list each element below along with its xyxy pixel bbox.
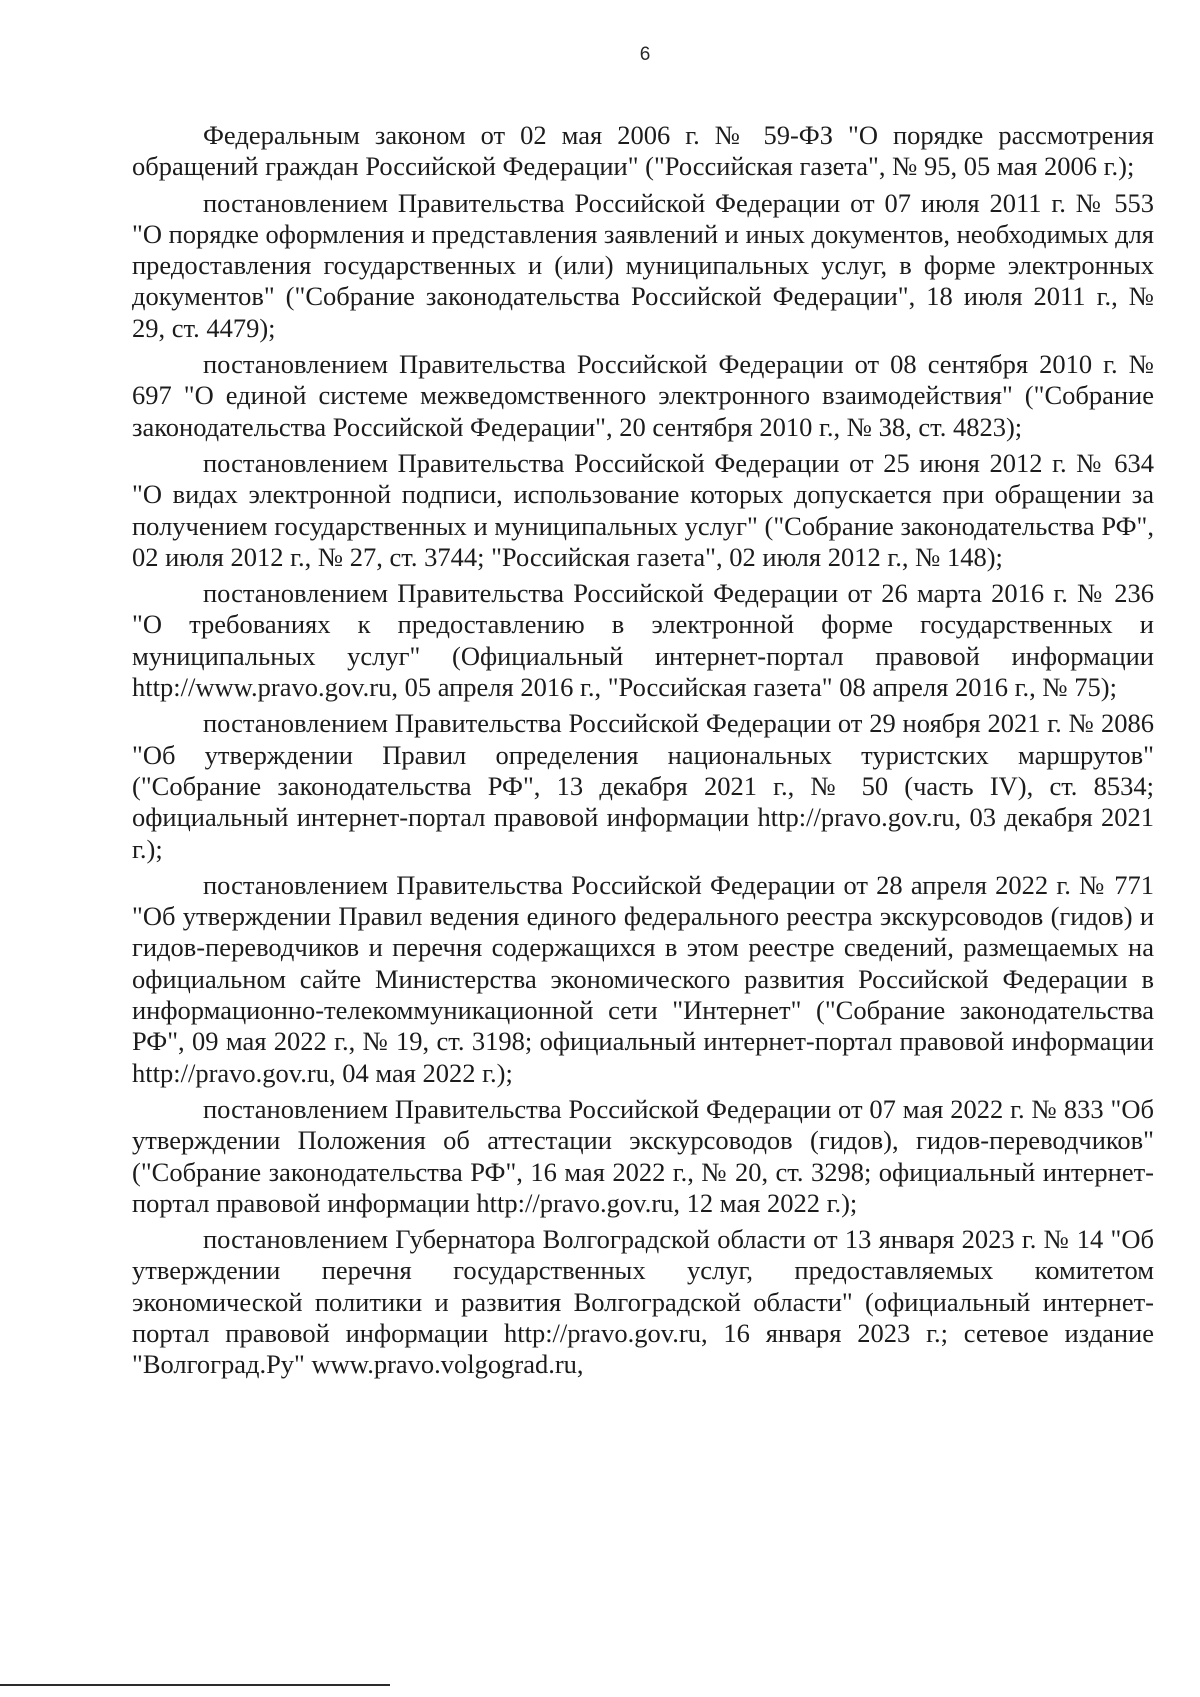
paragraph-resolution-833: постановлением Правительства Российской Федерации от 07 мая 2022 г. № 833 "Об утверждении Положения об аттестации экскурсоводов (гидов), гидов-переводчиков" ("Собрание законодательства РФ", 16 мая 2022 г., № 20, ст. 3298; официальный интернет-портал правовой информации http://pravo.gov.ru, 12 мая 2022 г.); [132,1093,1154,1218]
paragraph-resolution-553: постановлением Правительства Российской Федерации от 07 июля 2011 г. № 553 "О порядке оформления и представления заявлений и иных документов, необходимых для предоставления государственных и (или) муниципальных услуг, в форме электронных документов" ("Собрание законодательства Российской Федерации", 18 июля 2011 г., № 29, ст. 4479); [132,187,1154,343]
page-number: 6 [639,44,651,65]
paragraph-resolution-771: постановлением Правительства Российской Федерации от 28 апреля 2022 г. № 771 "Об утверждении Правил ведения единого федерального реестра экскурсоводов (гидов) и гидов-переводчиков и перечня содержащихся в этом реестре сведений, размещаемых на официальном сайте Министерства экономического развития Российской Федерации в информационно-телекоммуникационной сети "Интернет" ("Собрание законодательства РФ", 09 мая 2022 г., № 19, ст. 3198; официальный интернет-портал правовой информации http://pravo.gov.ru, 04 мая 2022 г.); [132,869,1154,1088]
paragraph-resolution-236: постановлением Правительства Российской Федерации от 26 марта 2016 г. № 236 "О требованиях к предоставлению в электронной форме государственных и муниципальных услуг" (Официальный интернет-портал правовой информации http://www.pravo.gov.ru, 05 апреля 2016 г., "Российская газета" 08 апреля 2016 г., № 75); [132,578,1154,703]
paragraph-federal-law-59fz: Федеральным законом от 02 мая 2006 г. № 59-ФЗ "О порядке рассмотрения обращений граждан Российской Федерации" ("Российская газета", № 95, 05 мая 2006 г.); [132,120,1154,182]
paragraph-resolution-697: постановлением Правительства Российской Федерации от 08 сентября 2010 г. № 697 "О единой системе межведомственного электронного взаимодействия" ("Собрание законодательства Российской Федерации", 20 сентября 2010 г., № 38, ст. 4823); [132,349,1154,442]
paragraph-resolution-2086: постановлением Правительства Российской Федерации от 29 ноября 2021 г. № 2086 "Об утверждении Правил определения национальных туристских маршрутов" ("Собрание законодательства РФ", 13 декабря 2021 г., № 50 (часть IV), ст. 8534; официальный интернет-портал правовой информации http://pravo.gov.ru, 03 декабря 2021 г.); [132,708,1154,864]
scan-edge-line [0,1684,390,1686]
paragraph-governor-resolution-14: постановлением Губернатора Волгоградской области от 13 января 2023 г. № 14 "Об утверждении перечня государственных услуг, предоставляемых комитетом экономической политики и развития Волгоградской области" (официальный интернет-портал правовой информации http://pravo.gov.ru, 16 января 2023 г.; сетевое издание "Волгоград.Ру" www.pravo.volgograd.ru, [132,1224,1154,1380]
paragraph-resolution-634: постановлением Правительства Российской Федерации от 25 июня 2012 г. № 634 "О видах электронной подписи, использование которых допускается при обращении за получением государственных и муниципальных услуг" ("Собрание законодательства РФ", 02 июля 2012 г., № 27, ст. 3744; "Российская газета", 02 июля 2012 г., № 148); [132,447,1154,572]
document-body [132,120,1154,1386]
